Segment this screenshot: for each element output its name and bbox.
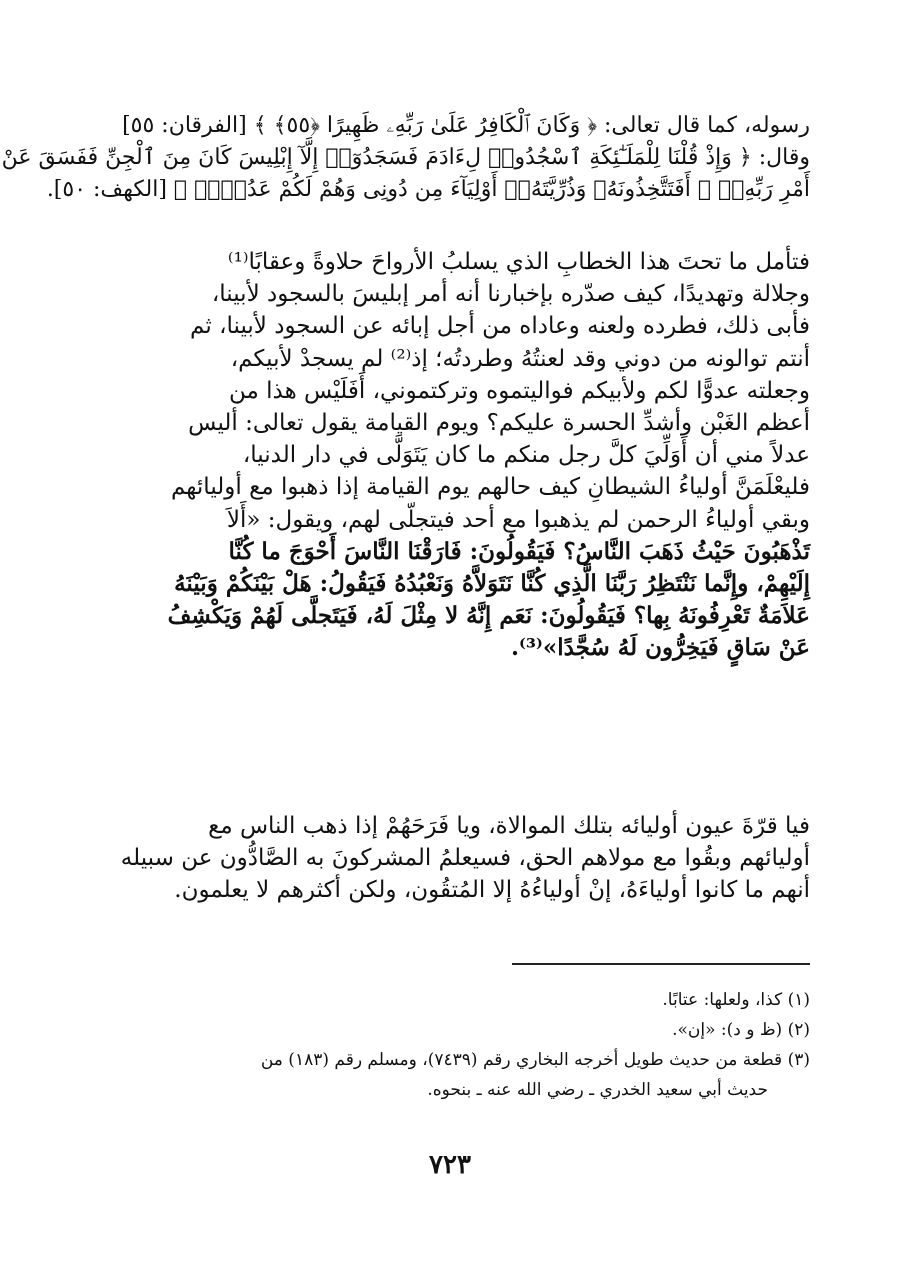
text-line: أنهم ما كانوا أولياءَهُ، إنْ أولياءُهُ إلا المُتقُون، ولكن أكثرهم لا يعلمون. — [174, 877, 810, 903]
text-line: عدلاً مني أن أَوَلِّيَ كلَّ رجل منكم ما كان يَتَوَلَّى في دار الدنيا، — [242, 442, 810, 469]
text-line: وجلالة وتهديدًا، كيف صدّره بإخبارنا أنه أمر إبليسَ بالسجود لأبينا، — [211, 281, 810, 308]
text-line: وجعلته عدوًّا لكم ولأبيكم فواليتموه وتركتموني، أَفَلَيْس هذا من — [228, 377, 810, 404]
hadith-line: عَنْ سَاقٍ فَيَخِرُّون لَهُ سُجَّدًا»⁽³⁾. — [511, 634, 810, 662]
text-line: وقال: ﴿ وَإِذْ قُلْنَا لِلْمَلَـٰٓئِكَةِ ٱسْجُدُوا۟ لِءَادَمَ فَسَجَدُوٓا۟ إِلَّآ إِبْلِيسَ كَانَ مِنَ ٱلْجِنِّ فَفَسَقَ عَنْ — [1, 145, 810, 170]
text-line: فليعْلَمَنَّ أولياءُ الشيطانِ كيف حالهم يوم القيامة إذا ذهبوا مع أوليائهم — [171, 474, 810, 501]
text-line: أَمْرِ رَبِّهِۦٓ ۗ أَفَتَتَّخِذُونَهُۥ وَذُرِّيَّتَهُۥٓ أَوْلِيَآءَ مِن دُونِى وَهُمْ لَكُمْ عَدُوٌّۢ ﴾ [الكهف: ٥٠]. — [46, 177, 810, 202]
text-line: أعظم الغَبْن وأشدِّ الحسرة عليكم؟ ويوم القيامة يقول تعالى: أليس — [188, 409, 810, 436]
text-line: رسوله، كما قال تعالى: ﴿ وَكَانَ ٱلْكَافِرُ عَلَىٰ رَبِّهِۦ ظَهِيرًا ﴿٥٥﴾ ﴾ [الفرقان: ٥٥] — [122, 113, 810, 138]
page-number: ٧٢٣ — [429, 1150, 471, 1180]
hadith-line: إِلَيْهِمْ، وإِنَّما نَنْتَظِرُ رَبَّنَا الَّذِي كُنَّا نَتَوَلاَّهُ وَنَعْبُدُهُ فَيَقُولُ: هَلْ بَيْنَكُمْ وَبَيْنَهُ — [174, 569, 810, 597]
footnote-divider — [512, 963, 810, 965]
text-line: فأبى ذلك، فطرده ولعنه وعاداه من أجل إبائه عن السجود لأبينا، ثم — [190, 313, 810, 340]
footnotes — [120, 985, 810, 1105]
footnote-3-continued: حديث أبي سعيد الخدري ـ رضي الله عنه ـ بنحوه. — [427, 1080, 768, 1100]
hadith-line: تَذْهَبُونَ حَيْثُ ذَهَبَ النَّاسُ؟ فَيَقُولُونَ: فَارَقْنَا النَّاسَ أَحْوَجَ ما كُنَّا — [228, 537, 810, 565]
text-line: أوليائهم وبقُوا مع مولاهم الحق، فسيعلمُ المشركونَ به الصَّادُّون عن سبيله — [120, 845, 810, 871]
text-line: فيا قرّةَ عيون أوليائه بتلك الموالاة، ويا فَرَحَهُمْ إذا ذهب الناس مع — [208, 813, 810, 839]
quran-citations — [1, 110, 810, 206]
main-paragraph — [120, 246, 810, 664]
footnote-2: (٢) (ظ و د): «إن». — [672, 1020, 810, 1040]
hadith-line: عَلاَمَةٌ تَعْرِفُونَهُ بِها؟ فَيَقُولُونَ: نَعَم إِنَّهُ لا مِثْلَ لَهُ، فَيَتَجلَّى لَهُمْ وَيَكْشِفُ — [167, 602, 810, 630]
text-line: أنتم توالونه من دوني وقد لعنتُهُ وطردتُه؛ إذ⁽²⁾ لم يسجدْ لأبيكم، — [230, 345, 810, 372]
footnote-3: (٣) قطعة من حديث طويل أخرجه البخاري رقم (٧٤٣٩)، ومسلم رقم (١٨٣) من — [260, 1050, 810, 1070]
text-line: فتأمل ما تحتَ هذا الخطابِ الذي يسلبُ الأرواحَ حلاوةً وعقابًا⁽¹⁾ — [227, 249, 810, 275]
second-paragraph — [120, 810, 810, 906]
footnote-1: (١) كذا، ولعلها: عتابًا. — [662, 990, 810, 1010]
text-line: وبقي أولياءُ الرحمن لم يذهبوا مع أحد فيتجلّى لهم، ويقول: «أَلاَ — [226, 506, 810, 533]
